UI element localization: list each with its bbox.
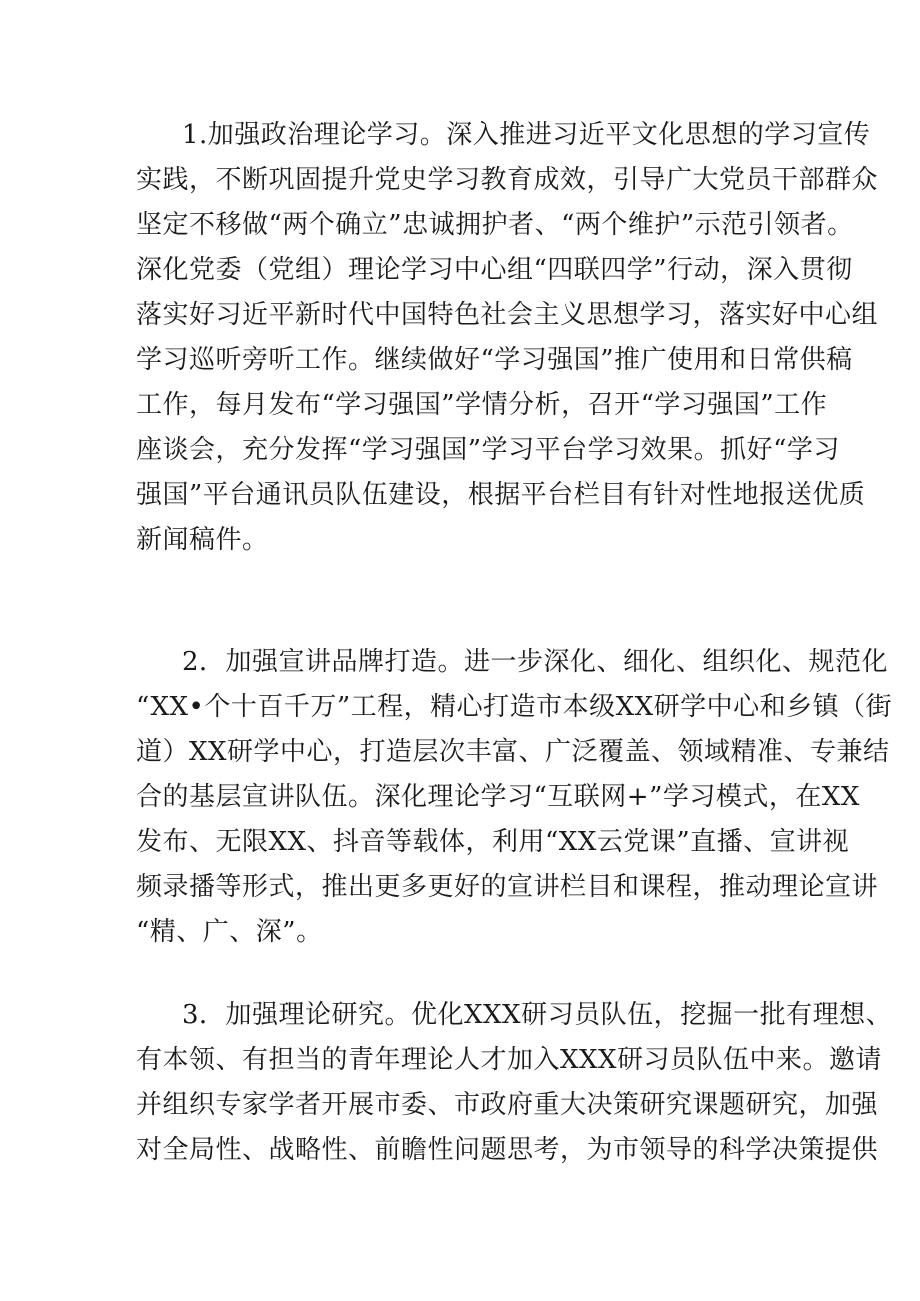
paragraph-line: 座谈会，充分发挥“学习强国”学习平台学习效果。抓好“学习 — [136, 435, 840, 465]
paragraph-political-theory-study — [136, 113, 879, 563]
paragraph-line: “精、广、深”。 — [136, 917, 323, 947]
paragraph-line: 工作，每月发布“学习强国”学情分析，召开“学习强国”工作 — [136, 390, 828, 420]
paragraph-line: 道）XX研学中心，打造层次丰富、广泛覆盖、领域精准、专兼结 — [136, 737, 890, 767]
paragraph-line: 坚定不移做“两个确立”忠诚拥护者、“两个维护”示范引领者。 — [136, 210, 854, 240]
paragraph-line: 频录播等形式，推出更多更好的宣讲栏目和课程，推动理论宣讲 — [136, 872, 879, 902]
paragraph-line: 有本领、有担当的青年理论人才加入XXX研习员队伍中来。邀请 — [136, 1045, 883, 1075]
paragraph-line: 新闻稿件。 — [136, 525, 269, 555]
paragraph-line: 对全局性、战略性、前瞻性问题思考，为市领导的科学决策提供 — [136, 1135, 879, 1165]
paragraph-line: “XX•个十百千万”工程，精心打造市本级XX研学中心和乡镇（街 — [136, 692, 893, 722]
paragraph-line: 落实好习近平新时代中国特色社会主义思想学习，落实好中心组 — [136, 300, 879, 330]
paragraph-line: 并组织专家学者开展市委、市政府重大决策研究课题研究，加强 — [136, 1090, 879, 1120]
paragraph-line: 学习巡听旁听工作。继续做好“学习强国”推广使用和日常供稿 — [136, 345, 853, 375]
paragraph-theory-research — [136, 993, 893, 1173]
paragraph-line: 2．加强宣讲品牌打造。进一步深化、细化、组织化、规范化 — [182, 647, 889, 677]
paragraph-line: 1.加强政治理论学习。深入推进习近平文化思想的学习宣传 — [182, 120, 871, 150]
paragraph-line: 实践，不断巩固提升党史学习教育成效，引导广大党员干部群众 — [136, 165, 879, 195]
paragraph-line: 3．加强理论研究。优化XXX研习员队伍，挖掘一批有理想、 — [182, 1000, 893, 1030]
paragraph-line: 发布、无限XX、抖音等载体，利用“XX云党课”直播、宣讲视 — [136, 827, 850, 857]
paragraph-line: 深化党委（党组）理论学习中心组“四联四学”行动，深入贯彻 — [136, 255, 853, 285]
paragraph-line: 强国”平台通讯员队伍建设，根据平台栏目有针对性地报送优质 — [136, 480, 866, 510]
paragraph-line: 合的基层宣讲队伍。深化理论学习“互联网+”学习模式，在XX — [136, 782, 860, 812]
paragraph-lecture-brand — [136, 640, 893, 955]
